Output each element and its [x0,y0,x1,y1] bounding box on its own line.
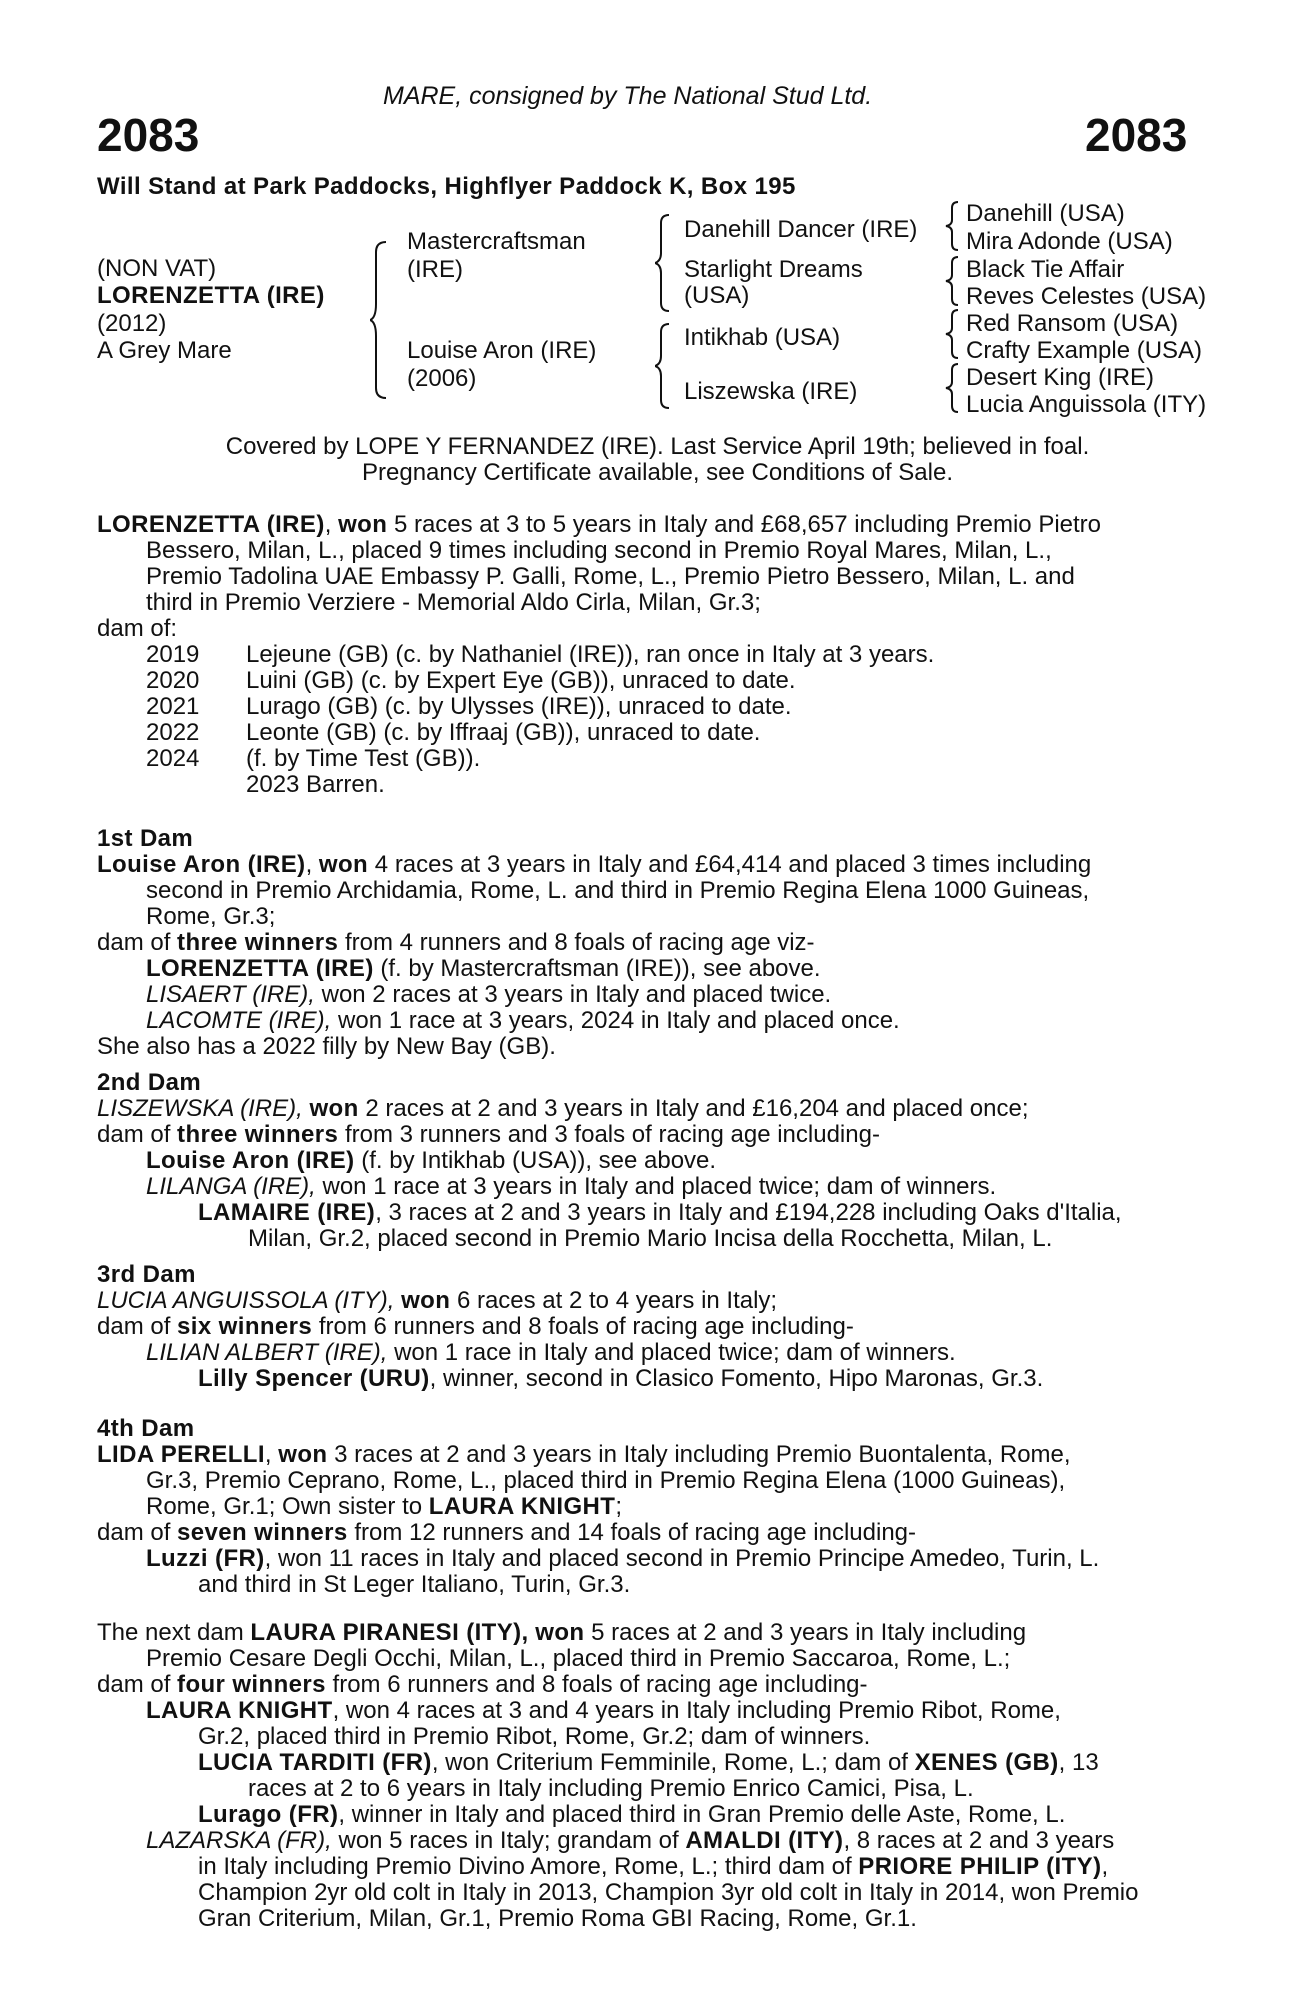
dam1-won: won [318,851,369,878]
offspring-text: , winner, second in Clasico Fomento, Hipo Maronas, Gr.3. [429,1365,1044,1392]
dam4-l1-text: 3 races at 2 and 3 years in Italy including Premio Buontalenta, Rome, [334,1441,1071,1468]
covered-line: Covered by LOPE Y FERNANDEZ (IRE). Last Service April 19th; believed in foal. [225,433,1090,460]
dam-of-text: from 6 runners and 8 foals of racing age including- [332,1671,868,1698]
pregnancy-line: Pregnancy Certificate available, see Conditions of Sale. [362,459,953,486]
offspring-text: (f. by Intikhab (USA)), see above. [361,1147,717,1174]
pedigree-brace-sire [655,213,673,313]
sister-name: LAURA KNIGHT [428,1493,616,1520]
progeny-text: (f. by Time Test (GB)). [246,745,481,772]
winners-count: six winners [177,1313,313,1340]
section-heading: 3rd Dam [97,1261,196,1288]
sire-sire: Danehill Dancer (IRE) [684,216,918,243]
progeny-text: Luini (GB) (c. by Expert Eye (GB)), unraced to date. [246,667,796,694]
offspring-text: won 2 races at 3 years in Italy and placed twice. [321,981,832,1008]
dam-dam: Liszewska (IRE) [684,378,858,405]
winners-count: three winners [177,1121,339,1148]
dam3-dam-of [97,1314,854,1340]
offspring-text: , won 11 races in Italy and placed second in Premio Principe Amedeo, Turin, L. [264,1545,1100,1572]
progeny-year: 2024 [146,745,200,772]
offspring-name: LILIAN ALBERT (IRE), [146,1339,388,1366]
offspring-name: LAMAIRE (IRE) [198,1199,376,1226]
dam-of-label: dam of [97,1313,171,1340]
granddam-4: Lucia Anguissola (ITY) [966,391,1207,418]
winners-count: seven winners [177,1519,348,1546]
offspring-name: Lurago (FR) [198,1801,339,1828]
dam2-name: LISZEWSKA (IRE), [97,1095,303,1122]
progeny-row [146,694,792,720]
dam-name-l2: (2006) [407,365,477,392]
dam-name-l1: Louise Aron (IRE) [407,337,597,364]
dam-sire: Intikhab (USA) [684,324,841,351]
offspring-row [146,956,821,982]
offspring-text: in Italy including Premio Divino Amore, Rome, L.; third dam of [198,1853,852,1880]
mare-l1-text: 5 races at 3 to 5 years in Italy and £68,657 including Premio Pietro [393,511,1102,538]
offspring-text: won 1 race at 3 years, 2024 in Italy and placed once. [338,1007,900,1034]
offspring-row [198,1802,1065,1828]
offspring-row [146,1698,1061,1724]
winners-count: four winners [177,1671,326,1698]
dam2-won: won [309,1095,359,1122]
progeny-text: Lejeune (GB) (c. by Nathaniel (IRE)), ran once in Italy at 3 years. [246,641,935,668]
offspring-row-l2: and third in St Leger Italiano, Turin, Gr.3. [198,1571,631,1598]
mare-won: won [338,511,388,538]
offspring-row [146,1546,1099,1572]
offspring-name: LAZARSKA (FR), [146,1827,332,1854]
offspring-text: , [1101,1853,1109,1880]
progeny-text: Lurago (GB) (c. by Ulysses (IRE)), unraced to date. [246,693,792,720]
mare-record-l4: third in Premio Verziere - Memorial Aldo Cirla, Milan, Gr.3; [146,589,761,616]
barren-note: 2023 Barren. [246,771,385,798]
dam4-name: LIDA PERELLI [97,1441,265,1468]
consignor-line: MARE, consigned by The National Stud Ltd. [383,82,873,110]
dam4-l3-post: ; [615,1493,622,1520]
pedigree-brace-g2 [945,255,961,307]
offspring-row [146,1340,956,1366]
nextdam-pre: The next dam [97,1619,244,1646]
offspring-row [146,1148,716,1174]
lot-number-left: 2083 [97,109,200,161]
offspring-row [198,1200,1122,1226]
offspring-name: LORENZETTA (IRE) [146,955,374,982]
sire-dam-l1: Starlight Dreams [684,256,863,283]
progeny-row [146,746,480,772]
offspring-row [198,1366,1043,1392]
offspring-text: , 8 races at 2 and 3 years [843,1827,1115,1854]
offspring-name: Luzzi (FR) [146,1545,265,1572]
granddam-3: Crafty Example (USA) [966,337,1203,364]
offspring-row [146,1828,1114,1854]
dam-of-label: dam of [97,1671,171,1698]
nextdam-l1-text: 5 races at 2 and 3 years in Italy including [591,1619,1027,1646]
dam4-l2: Gr.3, Premio Ceprano, Rome, L., placed third in Premio Regina Elena (1000 Guineas), [146,1467,1066,1494]
section-heading: 4th Dam [97,1415,195,1442]
offspring-text: , winner in Italy and placed third in Gran Premio delle Aste, Rome, L. [338,1801,1066,1828]
dam3-l1 [97,1288,777,1314]
offspring-name: LISAERT (IRE), [146,981,315,1008]
offspring-row-l2 [198,1854,1108,1880]
offspring-name: LILANGA (IRE), [146,1173,316,1200]
offspring-name: XENES (GB) [914,1749,1059,1776]
dam4-l3-text: Rome, Gr.1; Own sister to [146,1493,423,1520]
pedigree-brace-g3 [945,308,961,360]
progeny-year: 2019 [146,641,200,668]
lot-number-right: 2083 [1085,109,1188,161]
nextdam-dam-of [97,1672,868,1698]
offspring-text: won 1 race in Italy and placed twice; dam of winners. [394,1339,956,1366]
section-heading: 2nd Dam [97,1069,202,1096]
dam3-name: LUCIA ANGUISSOLA (ITY), [97,1287,395,1314]
horse-description: A Grey Mare [97,337,232,364]
dam1-l1-text: 4 races at 3 years in Italy and £64,414 and placed 3 times including [374,851,1092,878]
mare-dam-of: dam of: [97,615,178,642]
progeny-year: 2022 [146,719,200,746]
location-line: Will Stand at Park Paddocks, Highflyer Paddock K, Box 195 [97,173,796,200]
offspring-name: AMALDI (ITY) [685,1827,844,1854]
progeny-row [146,720,760,746]
progeny-year: 2021 [146,693,200,720]
pedigree-brace-g4 [945,362,961,414]
progeny-row [146,668,796,694]
dam-of-text: from 3 runners and 3 foals of racing age including- [344,1121,880,1148]
dam4-l1: LIDA PERELLI, won 3 races at 2 and 3 years in Italy including Premio Buontalenta, Rome, [97,1441,1071,1468]
dam-of-text: from 4 runners and 8 foals of racing age viz- [344,929,815,956]
grandsire-3: Red Ransom (USA) [966,310,1179,337]
offspring-row-l2: Milan, Gr.2, placed second in Premio Mario Incisa della Rocchetta, Milan, L. [248,1225,1053,1252]
dam1-l3: Rome, Gr.3; [146,903,276,930]
offspring-row [146,982,831,1008]
nextdam-l1 [97,1620,1026,1646]
sire-dam-l2: (USA) [684,282,750,309]
sire-name-l2: (IRE) [407,256,463,283]
offspring-name: Lilly Spencer (URU) [198,1365,430,1392]
granddam-2: Reves Celestes (USA) [966,283,1207,310]
mare-name: LORENZETTA (IRE) [97,511,325,538]
offspring-row-l4: Gran Criterium, Milan, Gr.1, Premio Roma GBI Racing, Rome, Gr.1. [198,1905,917,1932]
dam1-name: Louise Aron (IRE) [97,851,306,878]
grandsire-4: Desert King (IRE) [966,364,1155,391]
nextdam-name: LAURA PIRANESI (ITY), [250,1619,529,1646]
dam2-dam-of [97,1122,880,1148]
offspring-text: , won 4 races at 3 and 4 years in Italy including Premio Ribot, Rome, [332,1697,1061,1724]
dam1-also-note: She also has a 2022 filly by New Bay (GB). [97,1033,556,1060]
offspring-text: (f. by Mastercraftsman (IRE)), see above. [380,955,821,982]
offspring-row [198,1750,1099,1776]
pedigree-brace-g1 [945,200,961,252]
offspring-name: LAURA KNIGHT [146,1697,333,1724]
offspring-name: LUCIA TARDITI (FR) [198,1749,432,1776]
horse-name: LORENZETTA (IRE) [97,282,325,309]
dam3-won: won [401,1287,451,1314]
dam-of-label: dam of [97,1519,171,1546]
progeny-year: 2020 [146,667,200,694]
dam4-dam-of [97,1520,916,1546]
dam-of-text: from 6 runners and 8 foals of racing age including- [318,1313,854,1340]
dam4-l3 [146,1494,622,1520]
mare-record-l1: LORENZETTA (IRE), won 5 races at 3 to 5 years in Italy and £68,657 including Premio Pietro [97,511,1102,538]
offspring-row [146,1008,900,1034]
offspring-name: LACOMTE (IRE), [146,1007,332,1034]
dam-of-text: from 12 runners and 14 foals of racing age including- [354,1519,917,1546]
sire-name-l1: Mastercraftsman [407,228,586,255]
grandsire-1: Danehill (USA) [966,200,1125,227]
dam2-l1 [97,1096,1029,1122]
winners-count: three winners [177,929,339,956]
grandsire-2: Black Tie Affair [966,256,1125,283]
nextdam-won: won [535,1619,585,1646]
mare-record-l2: Bessero, Milan, L., placed 9 times including second in Premio Royal Mares, Milan, L., [146,537,1052,564]
progeny-row [146,642,934,668]
dam-of-label: dam of [97,1121,171,1148]
dam1-l1: Louise Aron (IRE), won 4 races at 3 years in Italy and £64,414 and placed 3 times including [97,851,1092,878]
dam4-won: won [278,1441,328,1468]
offspring-row-l3: Champion 2yr old colt in Italy in 2013, Champion 3yr old colt in Italy in 2014, won Premio [198,1879,1139,1906]
dam3-l1-text: 6 races at 2 to 4 years in Italy; [456,1287,778,1314]
offspring-text: , 13 [1058,1749,1099,1776]
dam2-l1-text: 2 races at 2 and 3 years in Italy and £16,204 and placed once; [365,1095,1029,1122]
offspring-text: , 3 races at 2 and 3 years in Italy and £194,228 including Oaks d'Italia, [375,1199,1122,1226]
nextdam-l2: Premio Cesare Degli Occhi, Milan, L., placed third in Premio Saccaroa, Rome, L.; [146,1645,1011,1672]
offspring-text: , won Criterium Femminile, Rome, L.; dam of [431,1749,908,1776]
offspring-row-l2: races at 2 to 6 years in Italy including Premio Enrico Camici, Pisa, L. [248,1775,974,1802]
progeny-text: Leonte (GB) (c. by Iffraaj (GB)), unraced to date. [246,719,761,746]
offspring-row-l2: Gr.2, placed third in Premio Ribot, Rome, Gr.2; dam of winners. [198,1723,871,1750]
section-heading: 1st Dam [97,825,194,852]
pedigree-brace-main [370,240,390,400]
offspring-text: won 1 race at 3 years in Italy and placed twice; dam of winners. [322,1173,997,1200]
vat-status: (NON VAT) [97,255,217,282]
dam1-dam-of [97,930,815,956]
mare-record-l3: Premio Tadolina UAE Embassy P. Galli, Rome, L., Premio Pietro Bessero, Milan, L. and [146,563,1075,590]
offspring-text: won 5 races in Italy; grandam of [338,1827,679,1854]
offspring-row [146,1174,996,1200]
pedigree-brace-dam [655,322,673,410]
horse-year: (2012) [97,310,167,337]
offspring-name: PRIORE PHILIP (ITY) [858,1853,1102,1880]
dam1-l2: second in Premio Archidamia, Rome, L. and third in Premio Regina Elena 1000 Guineas, [146,877,1090,904]
granddam-1: Mira Adonde (USA) [966,228,1173,255]
dam-of-label: dam of [97,929,171,956]
offspring-name: Louise Aron (IRE) [146,1147,355,1174]
